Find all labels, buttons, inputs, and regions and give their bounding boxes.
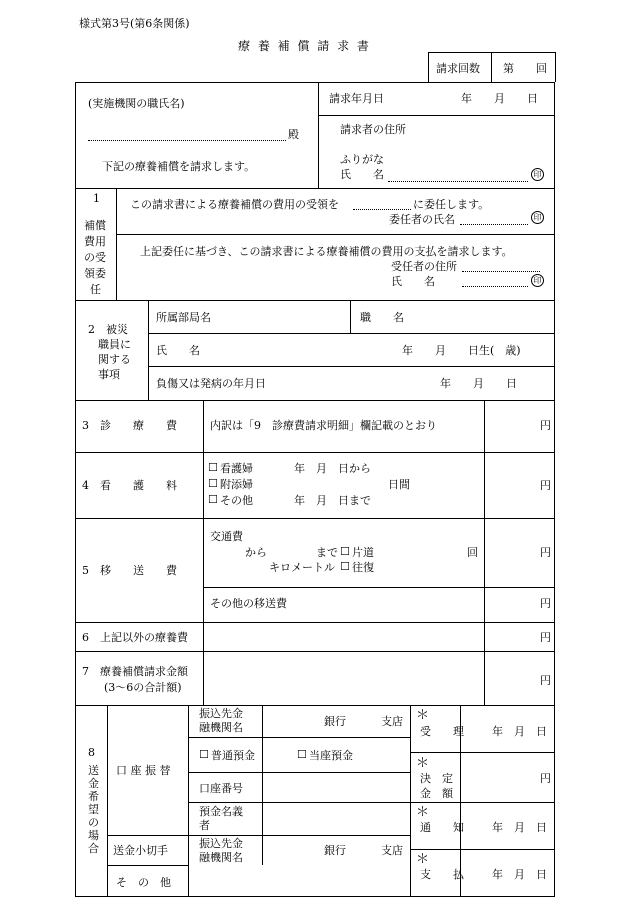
sec1-title-5: 任 — [90, 283, 101, 296]
sec8-number: 8 — [88, 746, 95, 759]
bank-label-1: 振込先金 — [199, 707, 243, 720]
recipient-address-line[interactable] — [462, 271, 540, 272]
check-bank-label-1: 振込先金 — [199, 837, 243, 850]
other-transport-label: その他の移送費 — [210, 597, 287, 610]
asterisk-mark: ＊ — [416, 708, 430, 723]
holder-label-1: 預金名義 — [199, 805, 243, 818]
account-number-label: 口座番号 — [199, 782, 243, 795]
sec1-title-4: 領委 — [84, 267, 106, 280]
account-transfer-label: 口 座 振 替 — [116, 764, 171, 777]
roundtrip-checkbox[interactable]: ☐ — [340, 560, 350, 573]
claimant-name-line[interactable] — [388, 181, 528, 182]
nurse-label: 看護婦 — [220, 462, 253, 475]
oneway-label: 片道 — [352, 546, 374, 559]
current-deposit-checkbox[interactable]: ☐ — [297, 748, 307, 761]
sec6-label: 6 上記以外の療養費 — [82, 631, 188, 644]
employee-name-label: 氏 名 — [156, 344, 200, 357]
current-deposit-label: 当座預金 — [309, 749, 353, 762]
care-end-date[interactable]: 年 月 日まで — [294, 494, 371, 507]
sec2-number: 2 被災 — [88, 323, 128, 336]
sec7-label: 7 療養補償請求金額 — [82, 665, 188, 678]
request-date-field[interactable]: 年 月 日 — [461, 92, 538, 105]
sec8-title-6: 場 — [88, 829, 99, 842]
dono-label: 殿 — [288, 128, 299, 141]
sec1-number: 1 — [93, 192, 100, 205]
sec5-label: 5 移 送 費 — [82, 564, 177, 577]
nurse-checkbox[interactable]: ☐ — [208, 461, 218, 474]
paid-label: 支 払 — [420, 868, 464, 881]
trip-count[interactable]: 回 — [467, 546, 478, 559]
other-care-label: その他 — [220, 494, 253, 507]
sec7-sublabel: (3〜6の合計額) — [104, 681, 182, 694]
recipient-address-label: 受任者の住所 — [391, 260, 457, 273]
request-date-label: 請求年月日 — [329, 92, 384, 105]
sec1-title-2: 費用 — [84, 235, 106, 248]
claimant-seal-icon: 印 — [531, 168, 544, 181]
sec7-amount-unit[interactable]: 円 — [540, 674, 551, 687]
care-days[interactable]: 日間 — [388, 478, 410, 491]
agency-name-line[interactable] — [88, 140, 286, 141]
form-title: 療 養 補 償 請 求 書 — [238, 39, 371, 53]
bank-field[interactable]: 銀行 — [324, 715, 346, 728]
distance-km[interactable]: キロメートル — [269, 561, 335, 574]
asterisk-mark: ＊ — [416, 756, 430, 771]
decided-label-1: 決 定 — [420, 772, 453, 785]
holder-label-2: 者 — [199, 819, 210, 832]
sec8-title-3: 希 — [88, 790, 99, 803]
sec2-title-3: 事項 — [98, 368, 120, 381]
decided-amount-unit[interactable]: 円 — [540, 772, 551, 785]
check-bank-label-2: 融機関名 — [199, 851, 243, 864]
sec8-title-7: 合 — [88, 842, 99, 855]
sec1-title-3: の受 — [84, 251, 106, 264]
attendant-checkbox[interactable]: ☐ — [208, 477, 218, 490]
furigana-label: ふりがな — [340, 153, 384, 166]
transport-to[interactable]: まで — [316, 546, 338, 559]
claimant-address-label: 請求者の住所 — [340, 123, 406, 136]
recipient-seal-icon: 印 — [531, 274, 544, 287]
delegator-name-label: 委任者の氏名 — [389, 213, 455, 226]
sec3-detail: 内訳は「9 診療費請求明細」欄記載のとおり — [210, 419, 437, 432]
other-method-label: そ の 他 — [116, 876, 171, 889]
injury-date-label: 負傷又は発病の年月日 — [156, 377, 266, 390]
recipient-name-line[interactable] — [462, 286, 528, 287]
check-branch-field[interactable]: 支店 — [381, 844, 403, 857]
paid-date[interactable]: 年 月 日 — [492, 868, 547, 881]
sec2-title-2: 関する — [98, 353, 131, 366]
attendant-label: 附添婦 — [220, 478, 253, 491]
roundtrip-label: 往復 — [352, 561, 374, 574]
ordinary-deposit-checkbox[interactable]: ☐ — [199, 748, 209, 761]
branch-field[interactable]: 支店 — [381, 715, 403, 728]
delegate-suffix: に委任します。 — [413, 198, 490, 211]
sec4-amount-unit[interactable]: 円 — [540, 479, 551, 492]
position-label: 職 名 — [360, 311, 404, 324]
transport-label: 交通費 — [210, 530, 243, 543]
agency-label: (実施機関の職氏名) — [88, 97, 185, 110]
notified-date[interactable]: 年 月 日 — [492, 821, 547, 834]
delegate-text: この請求書による療養補償の費用の受領を — [130, 198, 339, 211]
care-start-date[interactable]: 年 月 日から — [294, 462, 371, 475]
delegator-name-line[interactable] — [460, 224, 528, 225]
delegator-seal-icon: 印 — [531, 211, 544, 224]
sec8-title-4: 望 — [88, 803, 99, 816]
received-date[interactable]: 年 月 日 — [492, 725, 547, 738]
recipient-request-text: 上記委任に基づき、この請求書による療養補償の費用の支払を請求します。 — [140, 245, 513, 258]
sec8-title-2: 金 — [88, 777, 99, 790]
sec8-title-1: 送 — [88, 764, 99, 777]
sec2-title-1: 職員に — [98, 338, 131, 351]
birth-date-field[interactable]: 年 月 日生( 歳) — [402, 344, 521, 357]
recipient-name-label: 氏 名 — [391, 275, 435, 288]
sec3-label: 3 診 療 費 — [82, 419, 177, 432]
dept-label: 所属部局名 — [156, 311, 211, 324]
received-label: 受 理 — [420, 725, 464, 738]
sec4-label: 4 看 護 料 — [82, 479, 177, 492]
transport-amount-unit[interactable]: 円 — [540, 546, 551, 559]
request-statement: 下記の療養補償を請求します。 — [102, 160, 256, 173]
injury-date-field[interactable]: 年 月 日 — [440, 377, 517, 390]
transport-from[interactable]: から — [245, 546, 267, 559]
asterisk-mark: ＊ — [416, 852, 430, 867]
decided-label-2: 金 額 — [420, 787, 453, 800]
sec1-title-1: 補償 — [84, 219, 106, 232]
sec3-amount-unit[interactable]: 円 — [540, 419, 551, 432]
remittance-check-label: 送金小切手 — [113, 844, 168, 857]
bank-label-2: 融機関名 — [199, 721, 243, 734]
other-care-checkbox[interactable]: ☐ — [208, 493, 218, 506]
sec8-title-5: の — [88, 816, 99, 829]
notified-label: 通 知 — [420, 821, 464, 834]
other-transport-amount-unit[interactable]: 円 — [540, 597, 551, 610]
check-bank-field[interactable]: 銀行 — [324, 844, 346, 857]
delegate-line[interactable] — [353, 209, 411, 210]
form-reference: 様式第3号(第6条関係) — [79, 17, 190, 30]
request-count-value[interactable]: 第 回 — [503, 62, 547, 75]
sec6-amount-unit[interactable]: 円 — [540, 631, 551, 644]
request-count-label: 請求回数 — [436, 62, 480, 75]
ordinary-deposit-label: 普通預金 — [211, 749, 255, 762]
oneway-checkbox[interactable]: ☐ — [340, 545, 350, 558]
asterisk-mark: ＊ — [416, 805, 430, 820]
claimant-name-label: 氏 名 — [340, 168, 384, 181]
